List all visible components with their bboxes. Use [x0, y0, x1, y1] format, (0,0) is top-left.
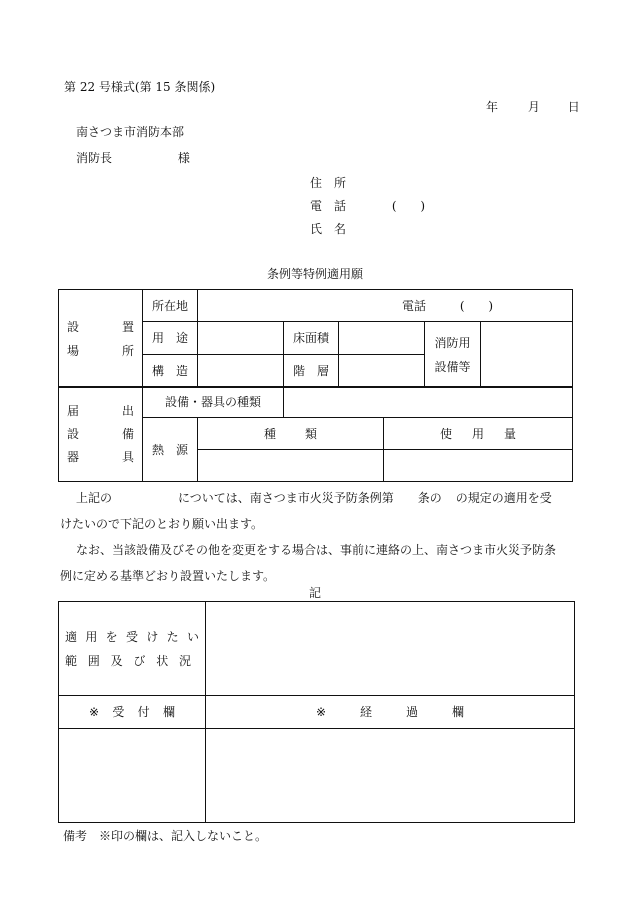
usage-header: 使 用 量 — [384, 418, 573, 450]
year-label: 年 — [486, 100, 499, 114]
reception-header: ※ 受 付 欄 — [59, 696, 206, 729]
reception-field — [59, 729, 206, 823]
address-field[interactable]: 電話 ( ) — [198, 290, 573, 322]
application-scope-label: 適 用 を 受 け た い 範 囲 及 び 状 況 — [59, 602, 206, 696]
usage-field[interactable] — [384, 450, 573, 482]
progress-header: ※ 経 過 欄 — [206, 696, 575, 729]
date-line — [486, 99, 580, 115]
fire-equipment-field[interactable] — [481, 322, 573, 388]
floor-area-label: 床面積 — [284, 322, 339, 355]
applicant-address-label: 住 所 — [310, 176, 347, 190]
month-label: 月 — [527, 100, 540, 114]
applicant-name-label: 氏 名 — [310, 222, 347, 236]
equipment-type-label: 設備・器具の種類 — [143, 387, 284, 418]
structure-label: 構 造 — [143, 355, 198, 388]
reported-equipment-label: 届 出 設 備 器 具 — [59, 387, 143, 482]
record-table — [58, 601, 575, 823]
recipient-org: 南さつま市消防本部 — [76, 125, 185, 139]
floors-field[interactable] — [339, 355, 425, 388]
kind-header: 種 類 — [198, 418, 384, 450]
progress-field — [206, 729, 575, 823]
floor-area-field[interactable] — [339, 322, 425, 355]
structure-field[interactable] — [198, 355, 284, 388]
form-title: 条例等特例適用願 — [266, 267, 363, 281]
floors-label: 階 層 — [284, 355, 339, 388]
recipient-title: 消防長 — [76, 151, 113, 165]
honorific: 様 — [177, 151, 190, 165]
applicant-phone-label: 電 話 ( ) — [310, 199, 426, 213]
application-scope-field[interactable] — [206, 602, 575, 696]
reported-equipment-table — [58, 386, 573, 482]
day-label: 日 — [567, 100, 580, 114]
remarks-note: 備考 ※印の欄は、記入しないこと。 — [63, 829, 268, 843]
equipment-type-field[interactable] — [284, 387, 573, 418]
applicant-phone-paren-close: ) — [420, 199, 426, 213]
heat-source-label: 熱 源 — [143, 418, 198, 482]
record-label: 記 — [308, 586, 321, 600]
fire-equipment-label: 消防用 設備等 — [425, 322, 481, 388]
form-number: 第 22 号様式(第 15 条関係) — [64, 80, 216, 94]
location-equipment-table — [58, 289, 573, 388]
use-label: 用 途 — [143, 322, 198, 355]
applicant-phone-paren-open: ( — [391, 199, 397, 213]
installation-place-label: 設 置 場 所 — [59, 290, 143, 388]
location-phone-label: 電話 — [402, 298, 427, 313]
use-field[interactable] — [198, 322, 284, 355]
kind-field[interactable] — [198, 450, 384, 482]
address-label: 所在地 — [143, 290, 198, 322]
request-paragraph: 上記の については、南さつま市火災予防条例第 条の の規定の適用を受 けたいので下記のとおり願い出ます。 なお、当該設備及びその他を変更をする場合は、事前に連絡の上、南さつま市火災予防条 例に定める基準どおり設置いたします。 — [60, 491, 557, 583]
recipient-title-line — [76, 150, 190, 166]
